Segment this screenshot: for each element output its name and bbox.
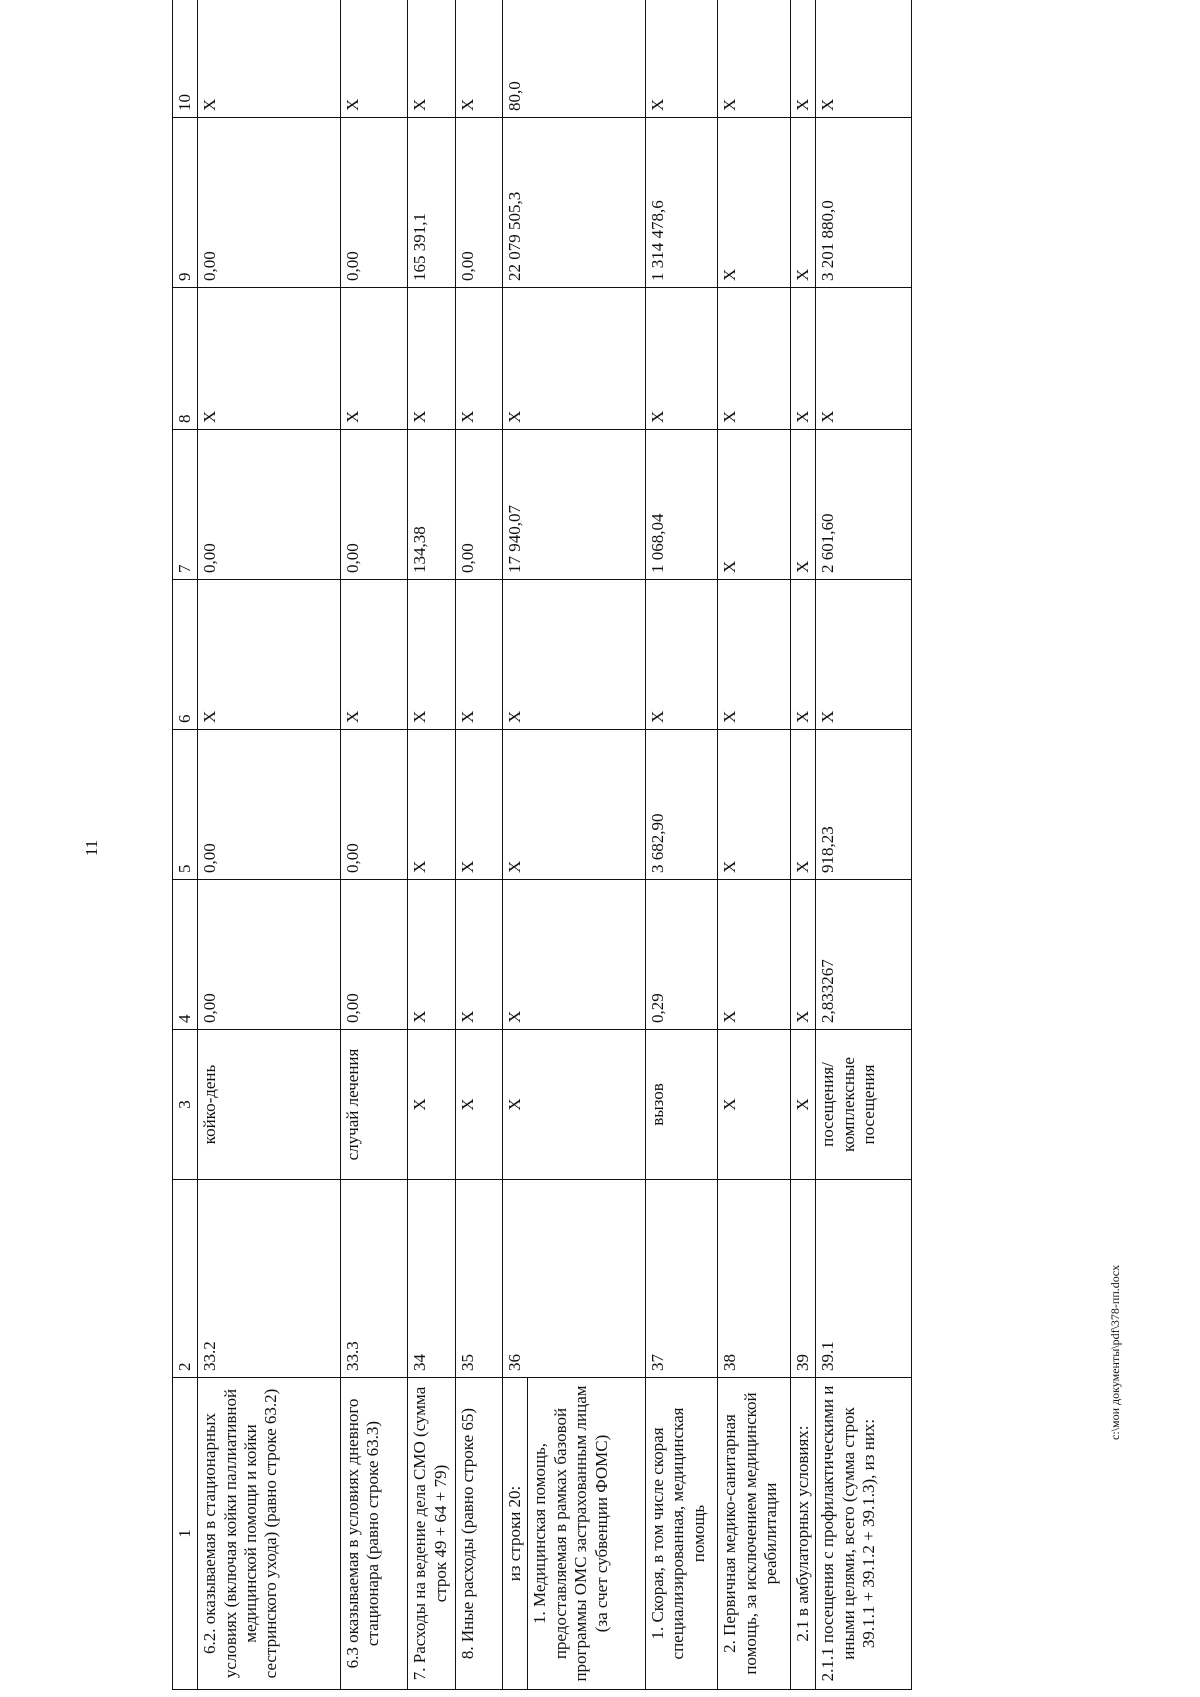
row-code: 39 (790, 1180, 816, 1378)
row-label: 8. Иные расходы (равно строке 65) (455, 1378, 502, 1690)
col-header: 7 (173, 430, 198, 580)
value-cell: X (645, 288, 717, 430)
value-cell: 22 079 505,3 (503, 118, 646, 288)
row-code: 35 (455, 1180, 502, 1378)
col-header: 10 (173, 0, 198, 118)
unit-cell: X (718, 1030, 790, 1180)
unit-cell: случай лечения (341, 1030, 408, 1180)
value-cell: X (718, 730, 790, 880)
value-cell: X (408, 288, 455, 430)
value-cell: 0,00 (341, 730, 408, 880)
value-cell: X (503, 288, 646, 430)
value-cell: X (790, 0, 816, 118)
col-header: 4 (173, 880, 198, 1030)
col-header: 3 (173, 1030, 198, 1180)
value-cell: X (790, 118, 816, 288)
table-row (790, 0, 816, 1690)
value-cell: 80,0 (503, 0, 646, 118)
value-cell: X (718, 0, 790, 118)
value-cell: X (408, 730, 455, 880)
row-label-body: 1. Медицинская помощь, предоставляемая в рамках базовой программы ОМС застрахованным лицам (за счет субвенции ФОМС) (530, 1385, 611, 1682)
row-label (503, 1378, 646, 1690)
value-cell: X (816, 0, 912, 118)
value-cell: X (790, 730, 816, 880)
value-cell: X (790, 288, 816, 430)
value-cell: X (198, 0, 341, 118)
row-label: 7. Расходы на ведение дела СМО (сумма строк 49 + 64 + 79) (408, 1378, 455, 1690)
unit-cell: койко-день (198, 1030, 341, 1180)
row-code: 36 (503, 1180, 646, 1378)
unit-cell: X (408, 1030, 455, 1180)
value-cell: X (503, 730, 646, 880)
value-cell: X (455, 0, 502, 118)
value-cell: 0,00 (198, 730, 341, 880)
row-code: 33.3 (341, 1180, 408, 1378)
value-cell: 918,23 (816, 730, 912, 880)
value-cell: 1 314 478,6 (645, 118, 717, 288)
col-header: 1 (173, 1378, 198, 1690)
page-number: 11 (82, 839, 101, 857)
row-label: 6.2. оказываемая в стационарных условиях (включая койки паллиативной медицинской помощи и койки сестринского ухода) (равно строке 63.2) (198, 1378, 341, 1690)
table-row (455, 0, 502, 1690)
value-cell: X (455, 880, 502, 1030)
value-cell: 0,00 (198, 880, 341, 1030)
row-code: 39.1 (816, 1180, 912, 1378)
value-cell: X (341, 288, 408, 430)
col-header: 8 (173, 288, 198, 430)
value-cell: X (198, 288, 341, 430)
financial-table (172, 38, 912, 1690)
value-cell: X (790, 430, 816, 580)
table-row (718, 0, 790, 1690)
value-cell: 134,38 (408, 430, 455, 580)
value-cell: 17 940,07 (503, 430, 646, 580)
unit-cell: вызов (645, 1030, 717, 1180)
value-cell: 2 601,60 (816, 430, 912, 580)
value-cell: X (341, 0, 408, 118)
value-cell: 2,833267 (816, 880, 912, 1030)
row-label: 2.1.1 посещения с профилактическими и иными целями, всего (сумма строк 39.1.1 + 39.1.2 + 39.1.3), из них: (816, 1378, 912, 1690)
value-cell: X (718, 880, 790, 1030)
value-cell: 1 068,04 (645, 430, 717, 580)
value-cell: X (718, 288, 790, 430)
row-code: 37 (645, 1180, 717, 1378)
unit-cell: X (455, 1030, 502, 1180)
value-cell: X (816, 580, 912, 730)
unit-cell: X (790, 1030, 816, 1180)
value-cell: X (408, 0, 455, 118)
row-code: 33.2 (198, 1180, 341, 1378)
value-cell: X (503, 580, 646, 730)
value-cell: 0,29 (645, 880, 717, 1030)
table-row (645, 0, 717, 1690)
table-row (408, 0, 455, 1690)
row-label-sub-header: из строки 20: (503, 1378, 528, 1689)
value-cell: X (408, 580, 455, 730)
value-cell: X (816, 288, 912, 430)
col-header: 9 (173, 118, 198, 288)
col-header: 6 (173, 580, 198, 730)
value-cell: X (455, 730, 502, 880)
table-row (198, 0, 341, 1690)
value-cell: X (718, 430, 790, 580)
value-cell: 0,00 (455, 118, 502, 288)
value-cell: 165 391,1 (408, 118, 455, 288)
value-cell: X (503, 880, 646, 1030)
value-cell: X (718, 580, 790, 730)
row-label: 6.3 оказываемая в условиях дневного стационара (равно строке 63.3) (341, 1378, 408, 1690)
value-cell: 0,00 (341, 430, 408, 580)
value-cell: X (645, 0, 717, 118)
value-cell: X (198, 580, 341, 730)
col-header: 2 (173, 1180, 198, 1378)
value-cell: 0,00 (341, 880, 408, 1030)
table-header-row (173, 0, 198, 1690)
value-cell: 3 682,90 (645, 730, 717, 880)
value-cell: X (790, 580, 816, 730)
row-label: 2. Первичная медико-санитарная помощь, за исключением медицинской реабилитации (718, 1378, 790, 1690)
row-label: 2.1 в амбулаторных условиях: (790, 1378, 816, 1690)
value-cell: X (341, 580, 408, 730)
value-cell: X (455, 580, 502, 730)
value-cell: 0,00 (198, 118, 341, 288)
table-row (816, 0, 912, 1690)
unit-cell: посещения/ комплексные посещения (816, 1030, 912, 1180)
value-cell: X (645, 580, 717, 730)
table-row (503, 0, 646, 1690)
row-code: 38 (718, 1180, 790, 1378)
value-cell: X (455, 288, 502, 430)
value-cell: 3 201 880,0 (816, 118, 912, 288)
value-cell: 0,00 (455, 430, 502, 580)
footer-file-path: с:\мои документы\pdf\378-пп.docx (1108, 1264, 1122, 1440)
value-cell: 0,00 (198, 430, 341, 580)
unit-cell: X (503, 1030, 646, 1180)
table-row (341, 0, 408, 1690)
row-code: 34 (408, 1180, 455, 1378)
value-cell: X (408, 880, 455, 1030)
value-cell: X (790, 880, 816, 1030)
col-header: 5 (173, 730, 198, 880)
value-cell: X (718, 118, 790, 288)
value-cell: 0,00 (341, 118, 408, 288)
row-label: 1. Скорая, в том числе скорая специализированная, медицинская помощь (645, 1378, 717, 1690)
